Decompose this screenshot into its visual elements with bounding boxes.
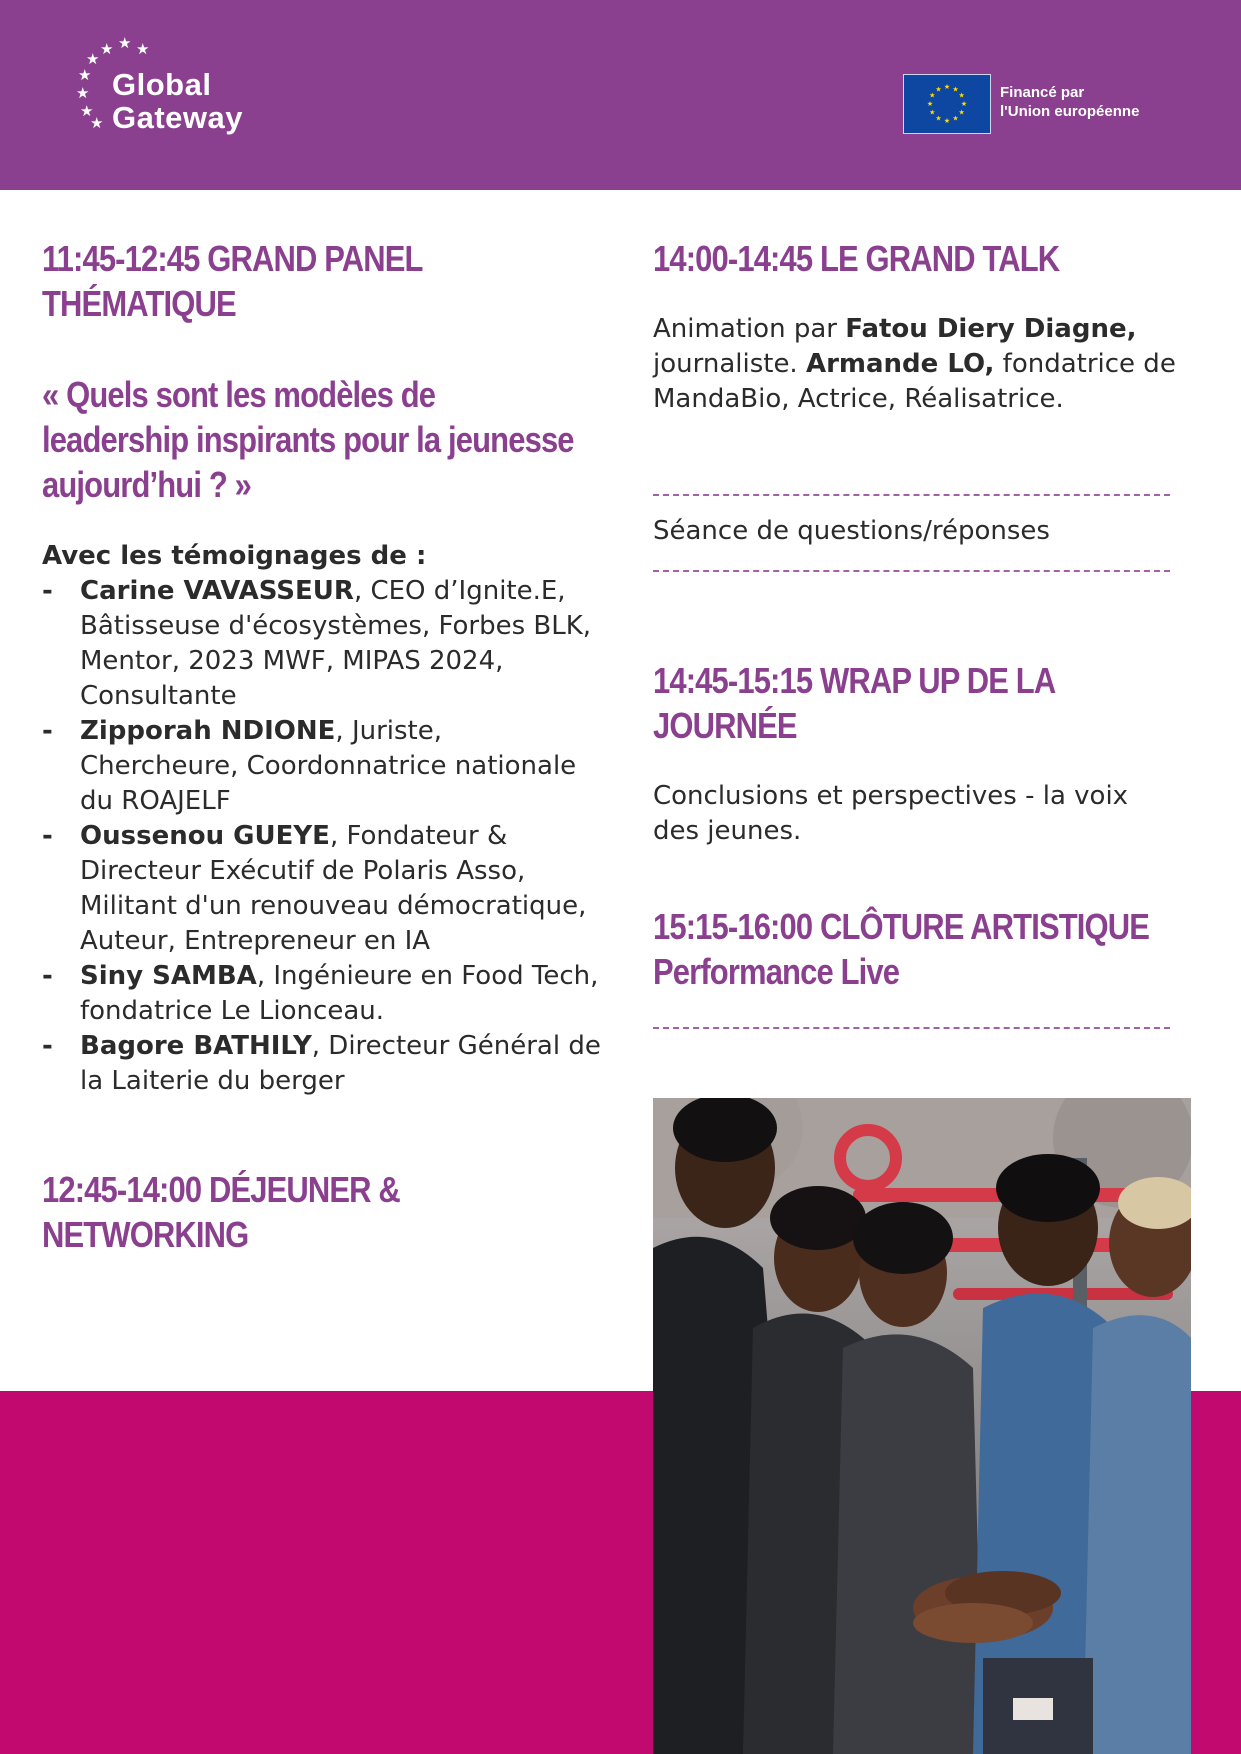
youth-group-photo <box>653 1098 1191 1754</box>
star-icon: ★ <box>78 66 92 84</box>
star-icon: ★ <box>76 84 90 102</box>
speaker-role: , CEO d’Ignite.E, Bâtisseuse d'écosystèmes, Forbes BLK, Mentor, 2023 MWF, MIPAS 2024, Consultante <box>80 576 592 711</box>
svg-text:★: ★ <box>935 85 942 94</box>
star-icon: ★ <box>136 40 150 58</box>
svg-text:★: ★ <box>952 114 959 123</box>
speaker-role: , Directeur Général de la Laiterie du berger <box>80 1031 601 1096</box>
speaker-name: Carine VAVASSEUR <box>80 576 354 606</box>
talk-host: Fatou Diery Diagne, <box>845 314 1137 344</box>
list-item <box>42 714 602 819</box>
global-gateway-logo <box>74 34 274 140</box>
right-column <box>653 236 1213 1029</box>
list-item <box>42 959 602 1029</box>
global-gateway-wordmark: Global Gateway <box>112 67 244 135</box>
testimonies-label: Avec les témoignages de : <box>42 541 427 571</box>
qa-session: Séance de questions/réponses <box>653 516 1050 546</box>
talk-guest: Armande LO, <box>805 349 995 379</box>
speaker-list <box>42 574 602 1099</box>
svg-text:★: ★ <box>952 85 959 94</box>
wrap-up-text: Conclusions et perspectives - la voix des jeunes. <box>653 781 1129 846</box>
star-icon: ★ <box>100 40 114 58</box>
svg-text:★: ★ <box>958 108 965 117</box>
star-icon: ★ <box>80 102 94 120</box>
list-item <box>42 819 602 959</box>
speaker-role: , Juriste, Chercheure, Coordonnatrice nationale du ROAJELF <box>80 716 577 816</box>
speaker-role: , Ingénieure en Food Tech, fondatrice Le Lionceau. <box>80 961 599 1026</box>
lunch-heading: 12:45-14:00 DÉJEUNER & NETWORKING <box>42 1169 400 1255</box>
star-icon: ★ <box>90 114 104 132</box>
speaker-role: , Fondateur & Directeur Exécutif de Polaris Asso, Militant d'un renouveau démocratique, Auteur, Entrepreneur en IA <box>80 821 587 956</box>
svg-text:★: ★ <box>958 91 965 100</box>
star-icon: ★ <box>86 50 100 68</box>
speaker-name: Oussenou GUEYE <box>80 821 330 851</box>
speaker-name: Siny SAMBA <box>80 961 257 991</box>
panel-heading: 11:45-12:45 GRAND PANEL THÉMATIQUE <box>42 238 423 324</box>
talk-description: Animation par Fatou Diery Diagne, journaliste. Armande LO, fondatrice de MandaBio, Actrice, Réalisatrice. <box>653 314 1176 414</box>
left-column <box>42 236 602 1257</box>
dashed-divider <box>653 1027 1170 1029</box>
speaker-name: Bagore BATHILY <box>80 1031 312 1061</box>
list-item <box>42 574 602 714</box>
svg-text:★: ★ <box>926 100 934 108</box>
eu-funding-logo <box>903 74 1203 136</box>
closing-heading: 15:15-16:00 CLÔTURE ARTISTIQUE Performance Live <box>653 906 1150 992</box>
eu-funding-text: Financé par l'Union européenne <box>1000 84 1140 120</box>
svg-text:★: ★ <box>943 117 951 125</box>
page-header <box>0 0 1241 190</box>
list-item <box>42 1029 602 1099</box>
dashed-divider <box>653 494 1170 496</box>
svg-text:★: ★ <box>929 108 936 117</box>
svg-text:★: ★ <box>943 83 951 91</box>
panel-question: « Quels sont les modèles de leadership inspirants pour la jeunesse aujourd’hui ? » <box>42 374 574 505</box>
youth-group-illustration <box>653 1098 1191 1754</box>
testimonies-block <box>42 539 602 1099</box>
dashed-divider <box>653 570 1170 572</box>
svg-text:★: ★ <box>960 100 968 108</box>
svg-text:★: ★ <box>929 91 936 100</box>
speaker-name: Zipporah NDIONE <box>80 716 336 746</box>
star-icon: ★ <box>118 34 132 52</box>
talk-heading: 14:00-14:45 LE GRAND TALK <box>653 238 1060 279</box>
wrap-up-heading: 14:45-15:15 WRAP UP DE LA JOURNÉE <box>653 660 1056 746</box>
eu-stars-icon <box>904 75 990 133</box>
eu-flag-icon <box>903 74 991 134</box>
svg-text:★: ★ <box>935 114 942 123</box>
